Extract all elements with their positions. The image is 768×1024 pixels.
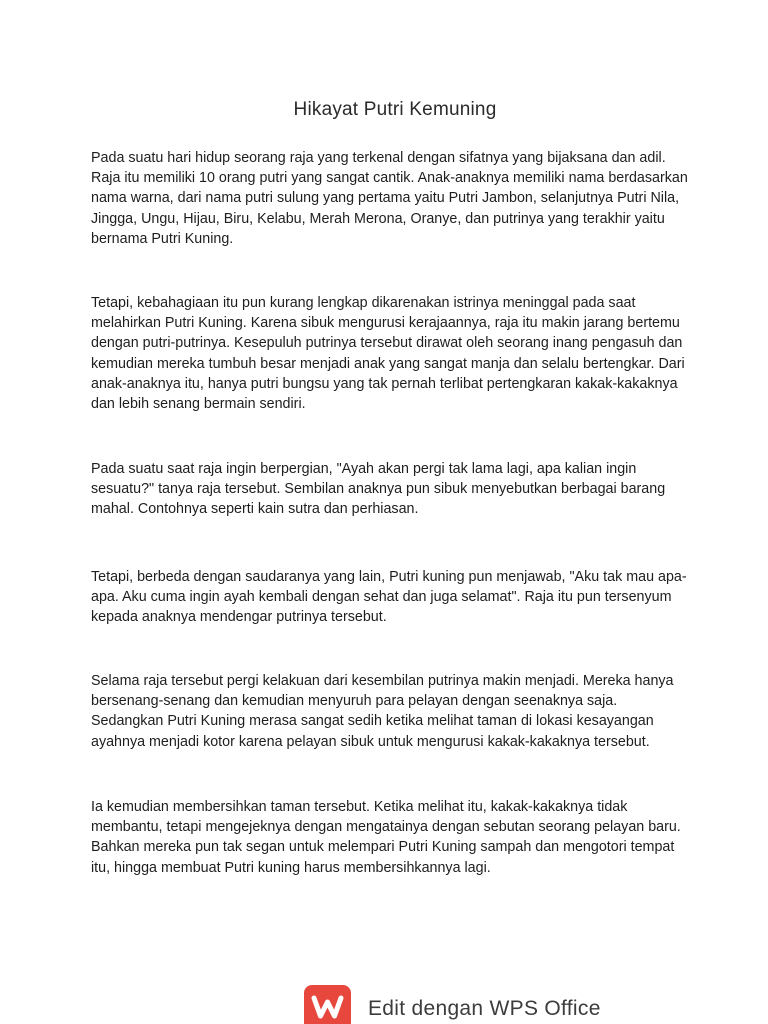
wps-logo-icon: [304, 985, 351, 1024]
paragraph-6: Ia kemudian membersihkan taman tersebut. Ketika melihat itu, kakak-kakaknya tidak membantu, tetapi mengejeknya dengan mengatainya dengan sebutan seorang pelayan baru. Bahkan mereka pun tak segan untuk melempari Putri Kuning sampah dan mengotori tempat itu, hingga membuat Putri kuning harus membersihkannya lagi.: [91, 799, 681, 876]
document-title: Hikayat Putri Kemuning: [293, 99, 497, 120]
edit-with-wps-label: Edit dengan WPS Office: [368, 997, 601, 1020]
paragraph-3: Pada suatu saat raja ingin berpergian, "Ayah akan pergi tak lama lagi, apa kalian ingin sesuatu?" tanya raja tersebut. Sembilan anaknya pun sibuk menyebutkan berbagai barang mahal. Contohnya seperti kain sutra dan perhiasan.: [91, 461, 666, 518]
paragraph-1: Pada suatu hari hidup seorang raja yang terkenal dengan sifatnya yang bijaksana dan adil. Raja itu memiliki 10 orang putri yang sangat cantik. Anak-anaknya memiliki nama berdasarkan nama warna, dari nama putri sulung yang pertama yaitu Putri Jambon, selanjutnya Putri Nila, Jingga, Ungu, Hijau, Biru, Kelabu, Merah Merona, Oranye, dan putrinya yang terakhir yaitu bernama Putri Kuning.: [91, 150, 688, 247]
paragraph-5: Selama raja tersebut pergi kelakuan dari kesembilan putrinya makin menjadi. Mereka hanya bersenang-senang dan kemudian menyuruh para pelayan dengan seenaknya saja. Sedangkan Putri Kuning merasa sangat sedih ketika melihat taman di lokasi kesayangan ayahnya menjadi kotor karena pelayan sibuk untuk mengurusi kakak-kakaknya tersebut.: [91, 673, 674, 750]
paragraph-2: Tetapi, kebahagiaan itu pun kurang lengkap dikarenakan istrinya meninggal pada saat melahirkan Putri Kuning. Karena sibuk mengurusi kerajaannya, raja itu makin jarang bertemu dengan putri-putrinya. Kesepuluh putrinya tersebut dirawat oleh seorang inang pengasuh dan kemudian mereka tumbuh besar menjadi anak yang sangat manja dan selalu bertengkar. Dari anak-anaknya itu, hanya putri bungsu yang tak pernah terlibat pertengkaran kakak-kakaknya dan lebih senang bermain sendiri.: [91, 295, 685, 413]
paragraph-4: Tetapi, berbeda dengan saudaranya yang lain, Putri kuning pun menjawab, "Aku tak mau apa-apa. Aku cuma ingin ayah kembali dengan sehat dan juga selamat". Raja itu pun tersenyum kepada anaknya mendengar putrinya tersebut.: [91, 569, 687, 626]
edit-with-wps-banner[interactable]: [304, 985, 601, 1024]
